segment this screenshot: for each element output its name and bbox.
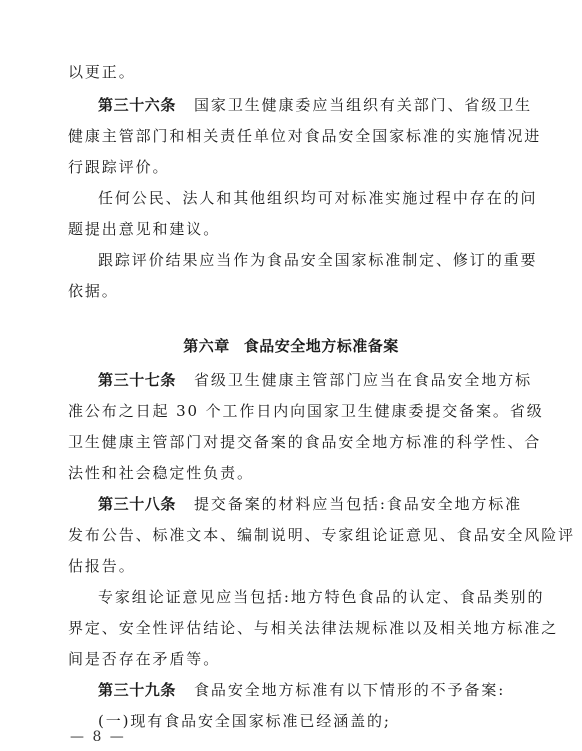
article-37-line-1	[98, 370, 533, 390]
text-line: 健康主管部门和相关责任单位对食品安全国家标准的实施情况进	[68, 127, 542, 145]
article-37-heading: 第三十七条	[98, 371, 177, 389]
text-line: 准公布之日起 30 个工作日内向国家卫生健康委提交备案。省级	[68, 402, 544, 420]
text-line: 专家组论证意见应当包括:地方特色食品的认定、食品类别的	[98, 588, 545, 606]
article-39-heading: 第三十九条	[98, 681, 177, 699]
text-line: 卫生健康主管部门对提交备案的食品安全地方标准的科学性、合	[68, 433, 542, 451]
text-line: 间是否存在矛盾等。	[68, 650, 221, 668]
text-line: 行跟踪评价。	[68, 158, 170, 176]
chapter-heading	[0, 336, 582, 356]
text-line: 估报告。	[68, 557, 136, 575]
chapter-number: 第六章	[183, 337, 230, 355]
list-item: (一)现有食品安全国家标准已经涵盖的;	[98, 712, 391, 730]
text-line: 以更正。	[68, 63, 136, 81]
text-span: 国家卫生健康委应当组织有关部门、省级卫生	[194, 96, 533, 114]
page-number: — 8 —	[70, 729, 126, 745]
text-span: 提交备案的材料应当包括:食品安全地方标准	[194, 495, 523, 513]
article-39-line-1	[98, 680, 512, 700]
text-span: 省级卫生健康主管部门应当在食品安全地方标	[194, 371, 533, 389]
article-38-heading: 第三十八条	[98, 495, 177, 513]
text-line: 界定、安全性评估结论、与相关法律法规标准以及相关地方标准之	[68, 619, 559, 637]
article-36-heading: 第三十六条	[98, 96, 177, 114]
chapter-title: 食品安全地方标准备案	[243, 337, 399, 355]
article-38-line-1	[98, 494, 523, 514]
text-line: 题提出意见和建议。	[68, 220, 221, 238]
text-line: 任何公民、法人和其他组织均可对标准实施过程中存在的问	[98, 189, 538, 207]
text-span: 食品安全地方标准有以下情形的不予备案:	[194, 681, 506, 699]
article-36-line-1	[98, 95, 533, 115]
text-line: 跟踪评价结果应当作为食品安全国家标准制定、修订的重要	[98, 251, 538, 269]
text-line: 法性和社会稳定性负责。	[68, 464, 254, 482]
text-line: 依据。	[68, 282, 119, 300]
text-line: 发布公告、标准文本、编制说明、专家组论证意见、食品安全风险评	[68, 526, 576, 544]
